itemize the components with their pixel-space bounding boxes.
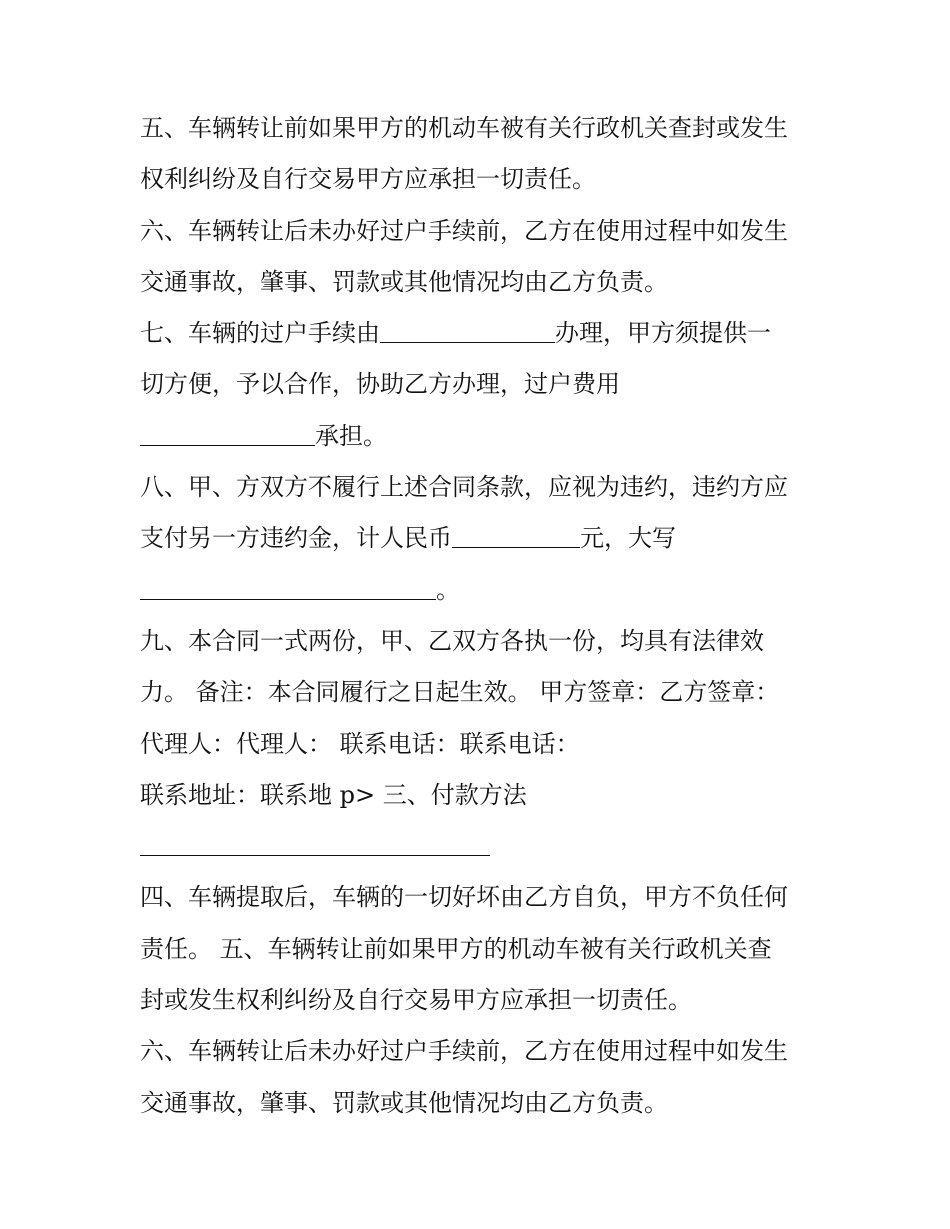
clause-8-text-before-blank: 支付另一方违约金，计人民币 <box>140 524 452 553</box>
clause-8-line-2 <box>140 513 830 564</box>
clause-9-line-2: 力。 备注：本合同履行之日起生效。 甲方签章：乙方签章： <box>140 678 780 707</box>
clause-6-line-1: 六、车辆转让后未办好过户手续前，乙方在使用过程中如发生 <box>140 216 788 245</box>
clause-8-line-3-text: 。 <box>436 575 460 604</box>
payment-method-line <box>140 821 830 872</box>
clause-5-line-1: 五、车辆转让前如果甲方的机动车被有关行政机关查封或发生 <box>140 114 788 142</box>
clause-7-line-3-text: 承担。 <box>315 421 387 450</box>
penalty-amount-words-blank <box>140 569 436 600</box>
transfer-handler-blank <box>380 312 555 343</box>
clause-6b-line-2: 交通事故，肇事、罚款或其他情况均由乙方负责。 <box>140 1088 668 1117</box>
clause-8-line-3 <box>140 565 830 616</box>
clause-7-line-2: 切方便，予以合作，协助乙方办理，过户费用 <box>140 370 620 399</box>
clause-6b-line-1: 六、车辆转让后未办好过户手续前，乙方在使用过程中如发生 <box>140 1037 788 1066</box>
clause-6-line-2: 交通事故，肇事、罚款或其他情况均由乙方负责。 <box>140 267 668 296</box>
clause-9-line-1: 九、本合同一式两份，甲、乙双方各执一份，均具有法律效 <box>140 626 764 655</box>
clause-4-line-2: 责任。 五、车辆转让前如果甲方的机动车被有关行政机关查 <box>140 934 772 963</box>
clause-8-line-1: 八、甲、方双方不履行上述合同条款，应视为违约，违约方应 <box>140 473 788 502</box>
clause-7-line-3 <box>140 411 830 462</box>
penalty-amount-blank <box>452 517 580 548</box>
signature-agent-line: 代理人：代理人： 联系电话：联系电话： <box>140 729 580 758</box>
clause-7-text-after-blank: 办理，甲方须提供一 <box>555 319 771 348</box>
document-body <box>140 103 830 1129</box>
signature-address-line: 联系地址：联系地 p> 三、付款方法 <box>140 780 527 809</box>
clause-5-line-2: 权利纠纷及自行交易甲方应承担一切责任。 <box>140 165 596 194</box>
clause-7-text-before-blank: 七、车辆的过户手续由 <box>140 319 380 348</box>
clause-4-line-1: 四、车辆提取后，车辆的一切好坏由乙方自负，甲方不负任何 <box>140 883 788 912</box>
payment-method-blank <box>140 825 490 856</box>
transfer-fee-payer-blank <box>140 415 315 446</box>
clause-5b-line: 封或发生权利纠纷及自行交易甲方应承担一切责任。 <box>140 986 692 1015</box>
clause-8-text-after-blank: 元，大写 <box>580 524 676 553</box>
clause-7-line-1 <box>140 308 830 359</box>
